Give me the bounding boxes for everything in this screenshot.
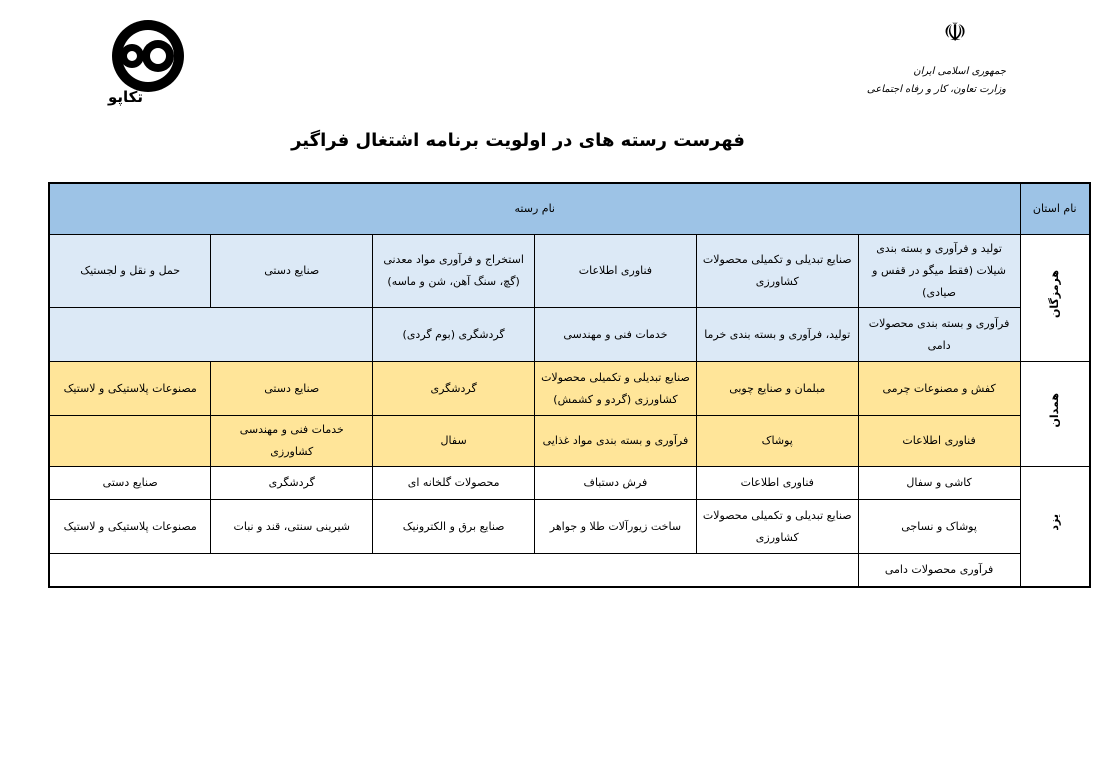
emblem-icon: ☫ [943,18,967,48]
province-cell [1020,235,1090,362]
table-row [49,416,1090,467]
sector-cell: خدمات فنی و مهندسی کشاورزی [211,416,373,467]
province-cell [1020,467,1090,588]
sector-cell: تولید، فرآوری و بسته بندی خرما [696,308,858,362]
sector-cell: فرآوری محصولات دامی [858,554,1020,588]
sector-cell: پوشاک و نساجی [858,500,1020,554]
sector-cell: کاشی و سفال [858,467,1020,500]
sector-cell: سفال [373,416,535,467]
sector-cell: پوشاک [696,416,858,467]
sector-cell: صنایع دستی [211,235,373,308]
takapoo-logo [100,18,196,110]
sector-cell: صنایع برق و الکترونیک [373,500,535,554]
sector-cell: فناوری اطلاعات [535,235,697,308]
sector-cell: گردشگری (بوم گردی) [373,308,535,362]
sector-cell: محصولات گلخانه ای [373,467,535,500]
province-name: هرمزگان [1047,269,1061,319]
emblem-line-2: وزارت تعاون، کار و رفاه اجتماعی [866,84,1006,95]
empty-cell [49,416,211,467]
table-row [49,500,1090,554]
sector-cell: صنایع تبدیلی و تکمیلی محصولات کشاورزی (گردو و کشمش) [535,362,697,416]
sector-cell: فرآوری و بسته بندی محصولات دامی [858,308,1020,362]
priority-sectors-table [48,182,1091,588]
emblem-line-1: جمهوری اسلامی ایران [913,66,1006,77]
sector-cell: مبلمان و صنایع چوبی [696,362,858,416]
sector-cell: مصنوعات پلاستیکی و لاستیک [49,500,211,554]
table-row [49,308,1090,362]
header-sector-name: نام رسته [49,183,1020,235]
logo-text: تکاپو [108,88,144,106]
sector-cell: فناوری اطلاعات [696,467,858,500]
table-row [49,554,1090,588]
empty-cell [49,554,858,588]
sector-cell: فناوری اطلاعات [858,416,1020,467]
sector-cell: فرش دستباف [535,467,697,500]
sector-cell: مصنوعات پلاستیکی و لاستیک [49,362,211,416]
sector-cell: صنایع تبدیلی و تکمیلی محصولات کشاورزی [696,500,858,554]
page-title: فهرست رسته های در اولویت برنامه اشتغال فراگیر [291,130,745,151]
sector-cell: کفش و مصنوعات چرمی [858,362,1020,416]
sector-cell: تولید و فرآوری و بسته بندی شیلات (فقط میگو در قفس و صیادی) [858,235,1020,308]
sector-cell: گردشگری [211,467,373,500]
table-row [49,235,1090,308]
logo-icon [100,18,196,92]
sector-cell: ساخت زیورآلات طلا و جواهر [535,500,697,554]
sector-cell: صنایع دستی [49,467,211,500]
iran-emblem [866,18,1010,100]
table-row [49,467,1090,500]
table-row [49,362,1090,416]
sector-cell: خدمات فنی و مهندسی [535,308,697,362]
empty-cell [49,308,373,362]
province-name: همدان [1047,392,1061,428]
sector-cell: گردشگری [373,362,535,416]
sector-cell: فرآوری و بسته بندی مواد غذایی [535,416,697,467]
province-cell [1020,362,1090,467]
sector-cell: صنایع تبدیلی و تکمیلی محصولات کشاورزی [696,235,858,308]
sector-cell: شیرینی سنتی، قند و نبات [211,500,373,554]
sector-cell: حمل و نقل و لجستیک [49,235,211,308]
header-province: نام استان [1020,183,1090,235]
province-name: یزد [1047,514,1061,531]
sector-cell: صنایع دستی [211,362,373,416]
sector-cell: استخراج و فرآوری مواد معدنی (گچ، سنگ آهن، شن و ماسه) [373,235,535,308]
